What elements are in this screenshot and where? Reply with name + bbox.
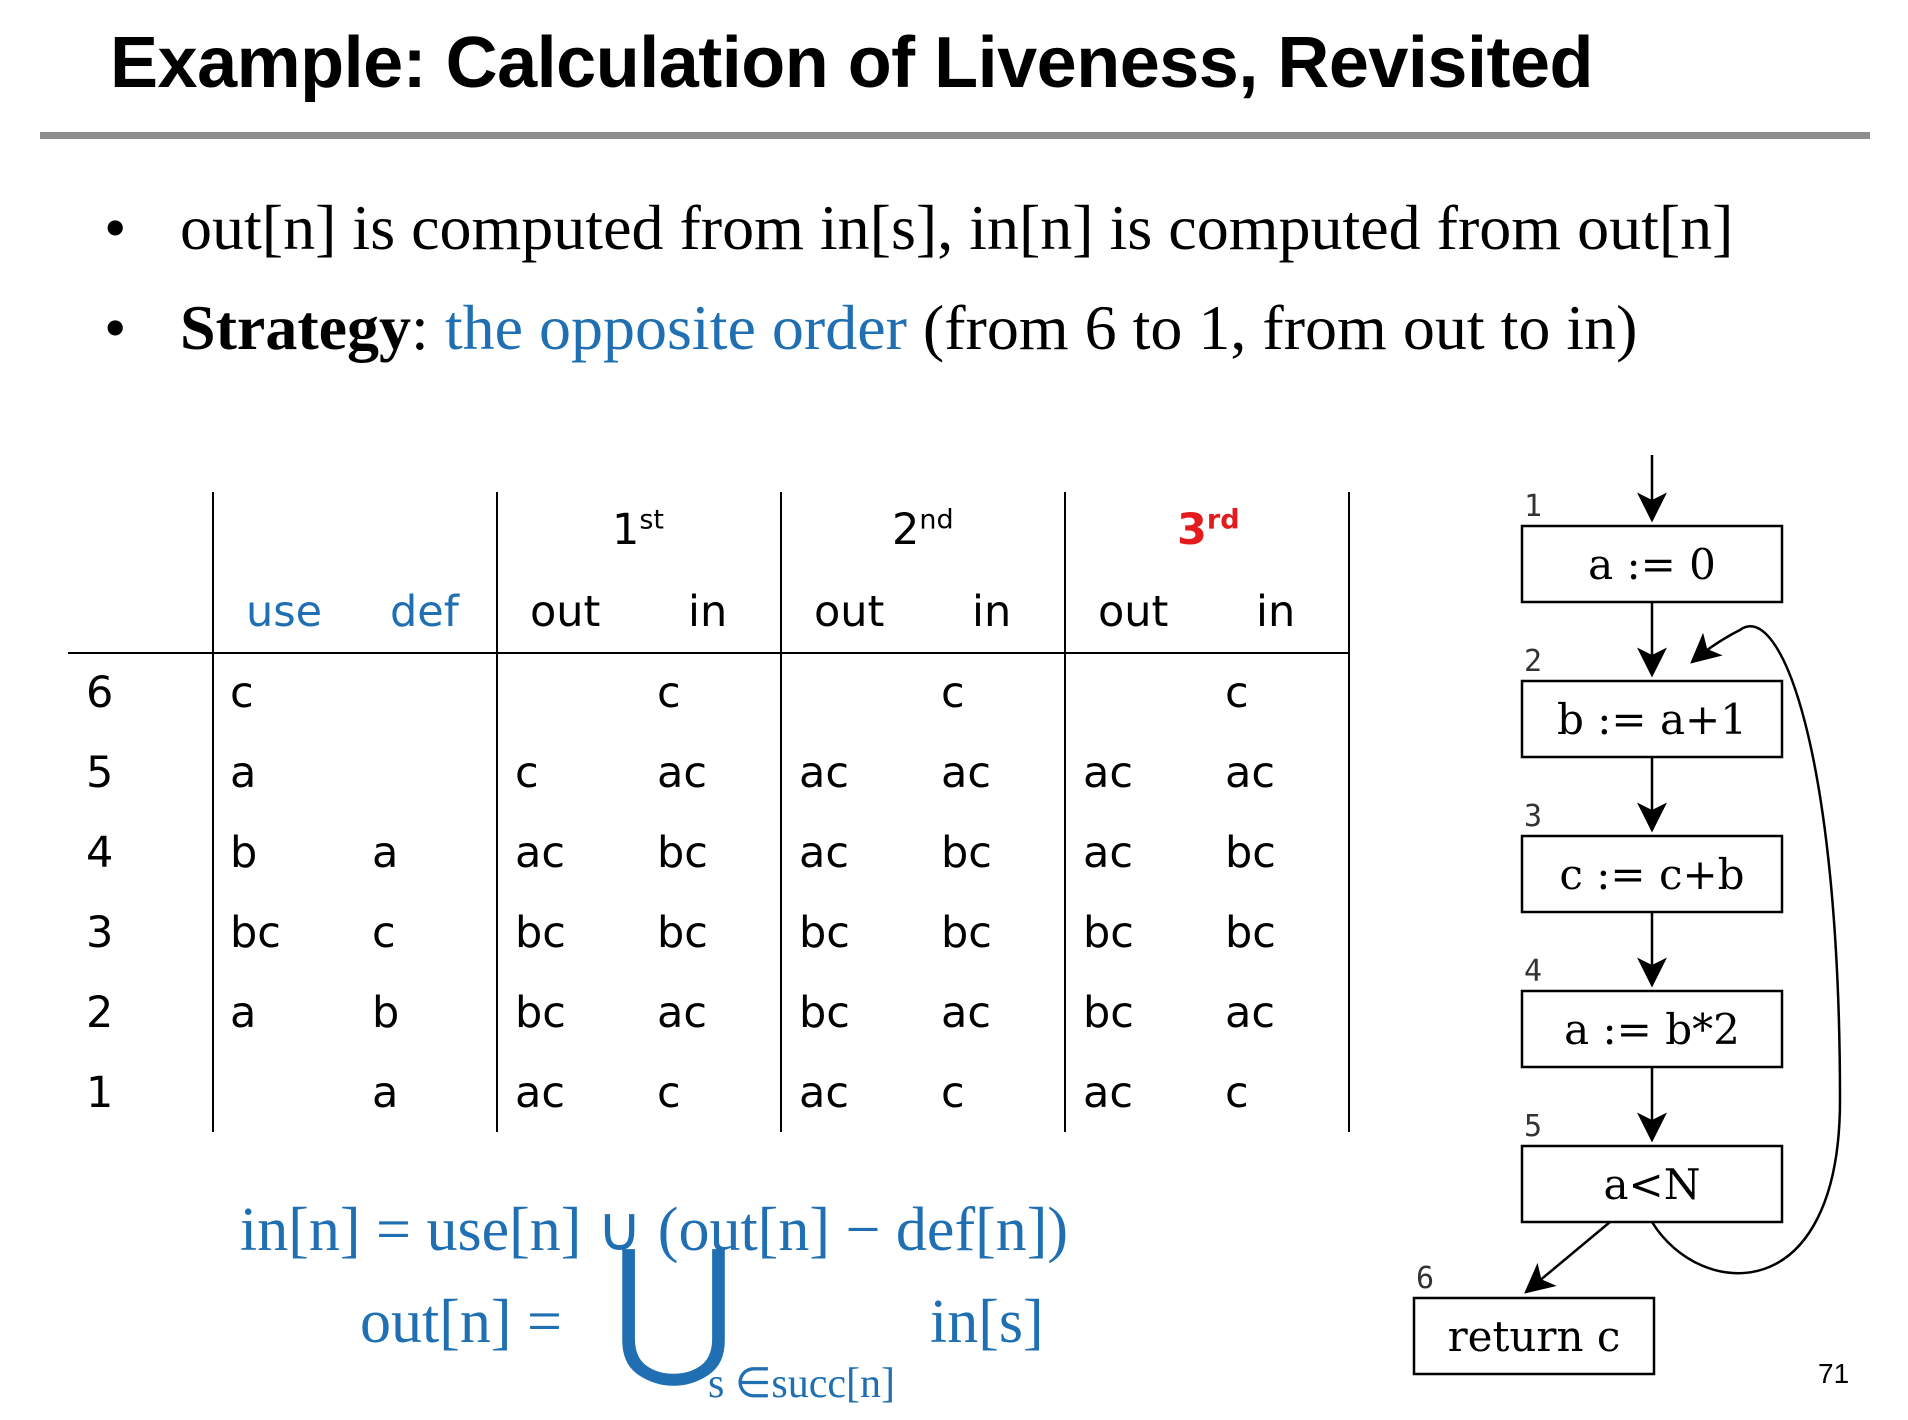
table-cell-i2: c <box>941 1068 965 1118</box>
slide-title: Example: Calculation of Liveness, Revisited <box>110 23 1593 103</box>
iteration-header-1: 1st <box>612 504 665 555</box>
table-cell-def: c <box>372 908 396 958</box>
bullet-highlight: the opposite order <box>444 292 907 363</box>
table-cell-i2: bc <box>941 828 992 878</box>
column-header-out: out <box>530 587 601 637</box>
column-header-out: out <box>1098 587 1169 637</box>
table-cell-i1: ac <box>657 748 707 798</box>
flow-node-code: c := c+b <box>1559 850 1745 899</box>
page-number: 71 <box>1818 1358 1850 1389</box>
row-node-label: 6 <box>86 668 114 718</box>
flow-node-number: 3 <box>1524 799 1543 834</box>
table-cell-i3: bc <box>1225 828 1276 878</box>
table-cell-i2: ac <box>941 748 991 798</box>
flow-node-number: 2 <box>1524 644 1543 679</box>
table-cell-use: a <box>230 988 257 1038</box>
table-cell-i1: bc <box>657 828 708 878</box>
table-cell-i2: bc <box>941 908 992 958</box>
table-cell-i2: ac <box>941 988 991 1038</box>
column-header-in: in <box>972 587 1012 637</box>
flow-node-code: a := b*2 <box>1564 1005 1740 1054</box>
table-cell-o1: ac <box>515 1068 565 1118</box>
table-divider <box>1348 492 1350 1132</box>
table-cell-i1: ac <box>657 988 707 1038</box>
table-divider <box>496 492 498 1132</box>
table-cell-i3: ac <box>1225 988 1275 1038</box>
table-cell-o3: ac <box>1083 1068 1133 1118</box>
row-node-label: 3 <box>86 908 114 958</box>
flow-node-number: 4 <box>1524 954 1543 989</box>
flow-node-code: b := a+1 <box>1557 695 1747 744</box>
table-cell-o2: bc <box>799 988 850 1038</box>
union-symbol: ⋃ <box>612 1224 736 1390</box>
flow-node-code: a := 0 <box>1588 540 1716 589</box>
column-header-out: out <box>814 587 885 637</box>
row-node-label: 5 <box>86 748 114 798</box>
table-cell-i3: ac <box>1225 748 1275 798</box>
table-divider <box>1064 492 1066 1132</box>
bullet-marker: • <box>104 292 127 363</box>
table-cell-use: b <box>230 828 258 878</box>
flow-node-code: return c <box>1447 1312 1621 1361</box>
bullet-marker: • <box>104 192 127 263</box>
table-cell-def: a <box>372 828 399 878</box>
table-cell-o3: ac <box>1083 828 1133 878</box>
table-cell-i2: c <box>941 668 965 718</box>
table-cell-o1: ac <box>515 828 565 878</box>
union-subscript: s ∈succ[n] <box>708 1361 896 1407</box>
table-cell-def: a <box>372 1068 399 1118</box>
table-cell-i1: bc <box>657 908 708 958</box>
table-cell-o2: ac <box>799 1068 849 1118</box>
bullet-bold-term: Strategy <box>180 292 412 363</box>
table-divider <box>212 492 214 1132</box>
column-header-use: use <box>246 587 323 637</box>
table-cell-i1: c <box>657 668 681 718</box>
table-cell-i1: c <box>657 1068 681 1118</box>
bullet-colon: : <box>411 292 445 363</box>
flow-node-number: 1 <box>1524 489 1543 524</box>
row-node-label: 2 <box>86 988 114 1038</box>
table-cell-use: a <box>230 748 257 798</box>
table-cell-i3: bc <box>1225 908 1276 958</box>
flow-node-code: a<N <box>1603 1160 1701 1209</box>
iteration-header-3: 3rd <box>1177 504 1240 555</box>
table-cell-o2: bc <box>799 908 850 958</box>
table-cell-o3: ac <box>1083 748 1133 798</box>
column-header-in: in <box>688 587 728 637</box>
table-cell-def: b <box>372 988 400 1038</box>
table-divider <box>780 492 782 1132</box>
table-header-rule <box>68 652 1350 654</box>
table-cell-use: bc <box>230 908 281 958</box>
table-cell-o2: ac <box>799 828 849 878</box>
table-cell-o2: ac <box>799 748 849 798</box>
in-equation: in[n] = use[n] ∪ (out[n] − def[n]) <box>240 1196 1069 1264</box>
column-header-def: def <box>390 587 459 637</box>
iteration-header-2: 2nd <box>892 504 954 555</box>
row-node-label: 1 <box>86 1068 114 1118</box>
table-cell-i3: c <box>1225 668 1249 718</box>
row-node-label: 4 <box>86 828 114 878</box>
column-header-in: in <box>1256 587 1296 637</box>
edge-5-6 <box>1526 1222 1610 1292</box>
control-flow-graph <box>1400 450 1870 1390</box>
out-equation-rhs: in[s] <box>930 1288 1044 1356</box>
table-cell-o1: bc <box>515 908 566 958</box>
table-cell-o3: bc <box>1083 908 1134 958</box>
table-cell-o3: bc <box>1083 988 1134 1038</box>
table-cell-use: c <box>230 668 254 718</box>
flow-node-number: 6 <box>1416 1261 1435 1296</box>
table-cell-o1: bc <box>515 988 566 1038</box>
bullet-rest: (from 6 to 1, from out to in) <box>906 292 1638 363</box>
table-cell-i3: c <box>1225 1068 1249 1118</box>
flow-node-number: 5 <box>1524 1109 1543 1144</box>
table-cell-o1: c <box>515 748 539 798</box>
bullet-text: out[n] is computed from in[s], in[n] is computed from out[n] <box>180 192 1734 263</box>
out-equation-lhs: out[n] = <box>360 1288 562 1356</box>
